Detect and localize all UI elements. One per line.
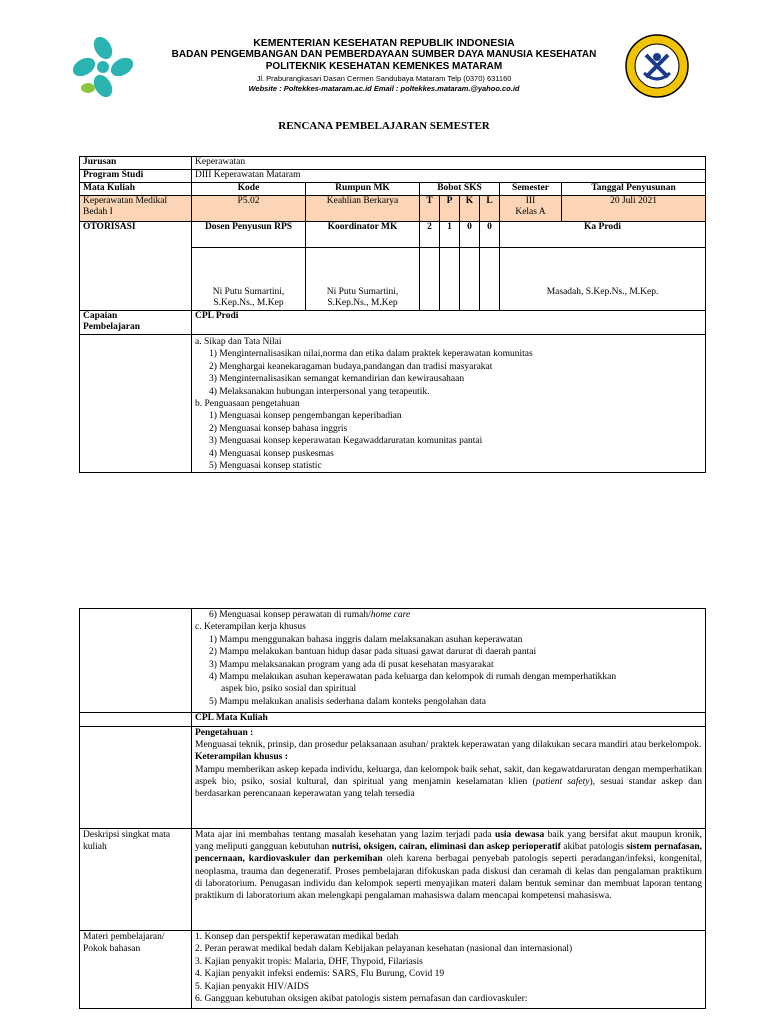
ka-prodi-header: Ka Prodi bbox=[500, 222, 706, 248]
list-item: 1) Mampu menggunakan bahasa inggris dalam melaksanakan asuhan keperawatan bbox=[209, 634, 523, 645]
koordinator-header: Koordinator MK bbox=[306, 222, 420, 248]
keterampilan-title: c. Keterampilan kerja khusus bbox=[195, 622, 306, 633]
sks-l-header: L bbox=[480, 196, 500, 222]
deskripsi-content: Mata ajar ini membahas tentang masalah kesehatan yang lazim terjadi pada usia dewasa baik yang bersifat akut maupun kronik, yang meliputi gangguan kebutuhan nutrisi, oksigen, cairan, eliminasi dan askep perioperatif akibat patologis sistem pernafasan, pencernaan, kardiovaskuler dan perkemihan oleh karena berbagai penyebab patologis seperti peradangan/infeksi, kongenital, neoplasma, trauma dan degeneratif. Proses pembelajaran difokuskan pada diskusi dan ceramah di kelas dan pengalaman praktikum di laboratorium. Penugasan individu dan kelompok seperti menyajikan materi dalam bentuk seminar dan membuat laporan tentang praktikum di laboratorium akan melengkapi pengalaman mahasiswa dalam mencapai kompetensi mahasiswa. bbox=[192, 829, 706, 931]
list-item: 1. Konsep dan perspektif keperawatan medikal bedah bbox=[195, 932, 399, 942]
ka-prodi-signature: Masadah, S.Kep.Ns., M.Kep. bbox=[500, 248, 706, 311]
list-item: 4) Menguasai konsep puskesmas bbox=[209, 448, 334, 459]
bobot-sks-header: Bobot SKS bbox=[420, 183, 500, 196]
list-item: 3) Mampu melaksanakan program yang ada di pusat kesehatan masyarakat bbox=[209, 659, 494, 670]
letterhead-text bbox=[154, 37, 614, 94]
pengetahuan-text: Menguasai teknik, prinsip, dan prosedur pelaksanaan asuhan/ praktek keperawatan yang dilakukan secara mandiri atau berkelompok. bbox=[195, 740, 702, 751]
capaian-label: Capaian Pembelajaran bbox=[80, 311, 192, 335]
cpl-prodi-continued bbox=[192, 609, 706, 713]
dosen-penyusun-header: Dosen Penyusun RPS bbox=[192, 222, 306, 248]
rps-table-continued bbox=[79, 608, 706, 1009]
list-item: 3) Menguasai konsep keperawatan Kegawaddaruratan komunitas pantai bbox=[209, 436, 483, 447]
ministry-name: KEMENTERIAN KESEHATAN REPUBLIK INDONESIA bbox=[253, 37, 515, 49]
list-item: 5) Menguasai konsep statistic bbox=[209, 461, 322, 472]
cpl-prodi-header: CPL Prodi bbox=[192, 311, 706, 335]
list-item: 4) Mampu melakukan asuhan keperawatan pada keluarga dan kelompok di rumah dengan memperhatikkan bbox=[209, 672, 617, 683]
sks-t-header: T bbox=[420, 196, 440, 222]
kemenkes-logo-icon bbox=[70, 34, 136, 100]
deskripsi-label: Deskripsi singkat mata kuliah bbox=[80, 829, 192, 931]
sks-l-value: 0 bbox=[480, 222, 500, 248]
list-item: 6. Gangguan kebutuhan oksigen akibat patologis sistem pernafasan dan cardiovaskuler: bbox=[195, 994, 528, 1005]
materi-label: Materi pembelajaran/ Pokok bahasan bbox=[80, 931, 192, 1009]
jurusan-label: Jurusan bbox=[80, 157, 192, 170]
otorisasi-label: OTORISASI bbox=[80, 222, 192, 311]
kode-header: Kode bbox=[192, 183, 306, 196]
poltekkes-seal-icon bbox=[624, 33, 690, 99]
list-item: 2) Menguasai konsep bahasa inggris bbox=[209, 423, 348, 434]
list-item: 6) Menguasai konsep perawatan di rumah/home care bbox=[209, 610, 411, 620]
list-item: 2) Mampu melakukan bantuan hidup dasar pada situasi gawat darurat di daerah pantai bbox=[209, 647, 537, 658]
course-code: P5.02 bbox=[192, 196, 306, 222]
sks-p-header: P bbox=[440, 196, 460, 222]
keterampilan-label: Keterampilan khusus : bbox=[195, 752, 288, 763]
sks-k-value: 0 bbox=[460, 222, 480, 248]
materi-content bbox=[192, 931, 706, 1009]
letterhead bbox=[70, 30, 700, 105]
list-item: 2) Menghargai keanekaragaman budaya,pandangan dan tradisi masyarakat bbox=[209, 361, 493, 372]
list-item: 5) Mampu melakukan analisis sederhana dalam konteks pengolahan data bbox=[209, 696, 486, 707]
sks-p-value: 1 bbox=[440, 222, 460, 248]
institution-address: Jl. Praburangkasari Dasan Cermen Sandubaya Mataram Telp (0370) 631160 bbox=[256, 74, 512, 83]
pengetahuan-label: Pengetahuan : bbox=[195, 728, 254, 738]
document-title: RENCANA PEMBELAJARAN SEMESTER bbox=[278, 120, 490, 132]
cpl-prodi-content bbox=[192, 335, 706, 473]
list-item: 3. Kajian penyakit tropis: Malaria, DHF, Thypoid, Filariasis bbox=[195, 956, 423, 967]
keterampilan-text: Mampu memberikan askep kepada individu, keluarga, dan kelompok baik sehat, sakit, dan kegawatdaruratan dengan memperhatikan aspek bio, psiko, sosial kultural, dan spiritual yang menjamin keselamatan klien (patient safety), sesuai standar askep dan berdasarkan perencanaan keperawatan yang telah tersedia bbox=[195, 764, 703, 800]
list-item: 1) Menginternalisasikan nilai,norma dan etika dalam praktek keperawatan komunitas bbox=[209, 349, 533, 360]
program-studi-label: Program Studi bbox=[80, 170, 192, 183]
tanggal-value: 20 Juli 2021 bbox=[562, 196, 706, 222]
program-studi-value: DIII Keperawatan Mataram bbox=[192, 170, 706, 183]
course-name: Keperawatan Medikal Bedah I bbox=[80, 196, 192, 222]
sikap-title: a. Sikap dan Tata Nilai bbox=[195, 337, 282, 347]
list-item: 5. Kajian penyakit HIV/AIDS bbox=[195, 981, 309, 992]
pengetahuan-title: b. Penguasaan pengetahuan bbox=[195, 399, 300, 410]
list-item: 3) Menginternalisasikan semangat kemandirian dan kewirausahaan bbox=[209, 374, 465, 385]
dosen-signature: Ni Putu Sumartini, S.Kep.Ns., M.Kep bbox=[192, 248, 306, 311]
list-item: 4) Melaksanakan hubungan interpersonal yang terapeutik. bbox=[209, 386, 430, 397]
institution-contact: Website : Poltekkes-mataram.ac.id Email : poltekkes.mataram.@yahoo.co.id bbox=[248, 84, 520, 93]
mata-kuliah-label: Mata Kuliah bbox=[80, 183, 192, 196]
sks-k-header: K bbox=[460, 196, 480, 222]
list-item: 1) Menguasai konsep pengembangan keperibadian bbox=[209, 411, 402, 422]
koordinator-signature: Ni Putu Sumartini, S.Kep.Ns., M.Kep bbox=[306, 248, 420, 311]
institution-name: POLITEKNIK KESEHATAN KEMENKES MATARAM bbox=[265, 61, 503, 72]
semester-value: III Kelas A bbox=[500, 196, 562, 222]
rumpun-header: Rumpun MK bbox=[306, 183, 420, 196]
cpl-mk-header: CPL Mata Kuliah bbox=[192, 713, 706, 727]
list-item: 2. Peran perawat medikal bedah dalam Kebijakan pelayanan kesehatan (nasional dan internasional) bbox=[195, 944, 573, 955]
cpl-mk-content bbox=[192, 727, 706, 829]
jurusan-value: Keperawatan bbox=[192, 157, 706, 170]
rps-table-top bbox=[79, 156, 706, 473]
semester-header: Semester bbox=[500, 183, 562, 196]
agency-name: BADAN PENGEMBANGAN DAN PEMBERDAYAAN SUMBER DAYA MANUSIA KESEHATAN bbox=[171, 49, 597, 60]
tanggal-header: Tanggal Penyusunan bbox=[562, 183, 706, 196]
course-cluster: Keahlian Berkarya bbox=[306, 196, 420, 222]
list-item-continuation: aspek bio, psiko sosial dan spiritual bbox=[221, 684, 357, 695]
list-item: 4. Kajian penyakit infeksi endemis: SARS, Flu Burung, Covid 19 bbox=[195, 969, 445, 980]
sks-t-value: 2 bbox=[420, 222, 440, 248]
